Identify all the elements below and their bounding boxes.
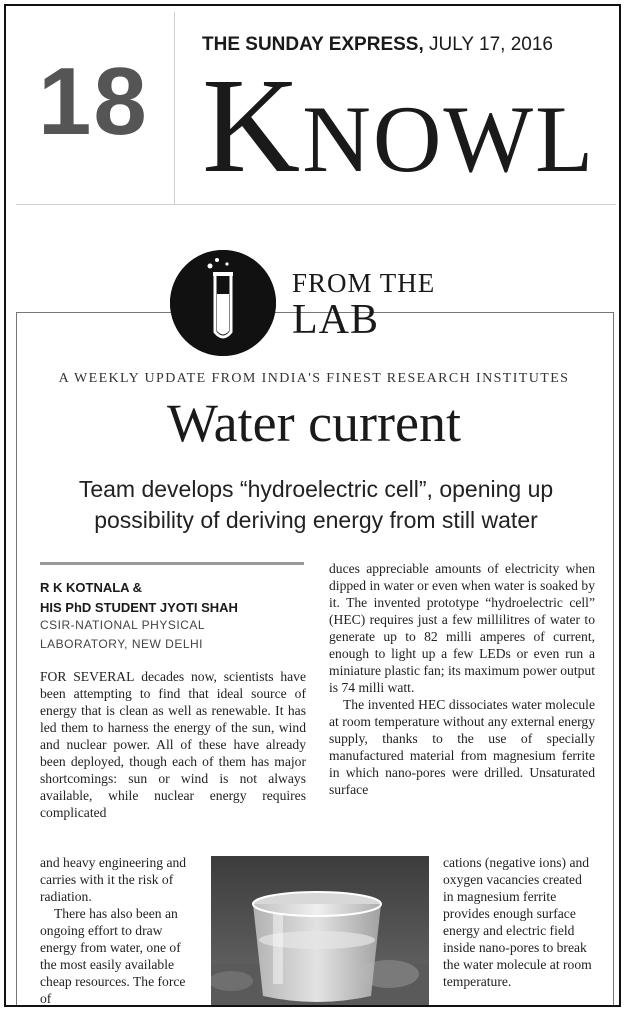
edition-date: JULY 17, 2016 (429, 34, 553, 55)
page-number-box (16, 12, 175, 204)
body-paragraph-1 (40, 668, 306, 821)
page-number: 18 (38, 48, 149, 155)
section-title: Knowl (202, 51, 596, 201)
body-paragraph-2: There has also been an ongoing effort to draw energy from water, one of the most easily available cheap resources. The force of (40, 906, 186, 1006)
body-paragraph-1-text: decades now, scientists have been attempting to find that ideal source of energy that is clean as well as renewable. It has led them to harness the energy of the sun, wind and nuclear power. All of these have already been deployed, though each of them has major shortcomings: sun or wind is not always available, while nuclear energy requires complicated (40, 669, 306, 820)
subheadline-line-2: possibility of deriving energy from still water (94, 507, 538, 534)
author-line-2: HIS PhD STUDENT JYOTI SHAH (40, 599, 238, 615)
feature-kicker: FROM THE (292, 268, 436, 298)
newspaper-page (4, 4, 621, 1007)
newspaper-name: THE SUNDAY EXPRESS, (202, 34, 424, 55)
body-paragraph-4: The invented HEC dissociates water molecule at room temperature without any external energy supply, thanks to the use of specially manufactured material from magnesium ferrite in which nano-pores were drilled. Unsaturated surface (329, 697, 595, 797)
org-line-2: LABORATORY, NEW DELHI (40, 637, 203, 652)
org-line-1: CSIR-NATIONAL PHYSICAL (40, 618, 206, 632)
feature-strap: A WEEKLY UPDATE FROM INDIA'S FINEST RESEARCH INSTITUTES (58, 371, 570, 386)
body-column-1-wrap (40, 854, 198, 1007)
byline-author (40, 578, 238, 617)
body-paragraph-3: duces appreciable amounts of electricity when dipped in water or even when water is soaked by it. The invented prototype “hydroelectric cell” (HEC) requires just a few millilitres of water to generate up to 82 milli amperes of current, enough to light up a few LEDs or even run a miniature plastic fan; its maximum power output is 74 milli watt. (329, 561, 595, 695)
subheadline (26, 474, 606, 536)
lead-in: FOR SEVERAL (40, 669, 135, 684)
water-glass-photo (211, 856, 429, 1006)
body-column-2 (329, 560, 595, 798)
body-paragraph-1-continued: and heavy engineering and carries with it the risk of radiation. (40, 855, 187, 904)
author-line-1: R K KOTNALA & (40, 580, 143, 595)
masthead (16, 12, 616, 205)
headline: Water current (167, 393, 461, 453)
feature-title: LAB (292, 297, 379, 343)
byline-organization (40, 616, 205, 654)
subheadline-line-1: Team develops “hydroelectric cell”, opening up (78, 476, 554, 502)
byline-rule (40, 562, 304, 565)
body-column-2-wrap (443, 854, 595, 990)
test-tube-icon (170, 250, 276, 356)
body-column-1 (40, 668, 306, 821)
body-paragraph-4-continued: cations (negative ions) and oxygen vacancies created in magnesium ferrite provides enough surface energy and electric field inside nano-pores to break the water molecule at room temperature. (443, 855, 592, 989)
